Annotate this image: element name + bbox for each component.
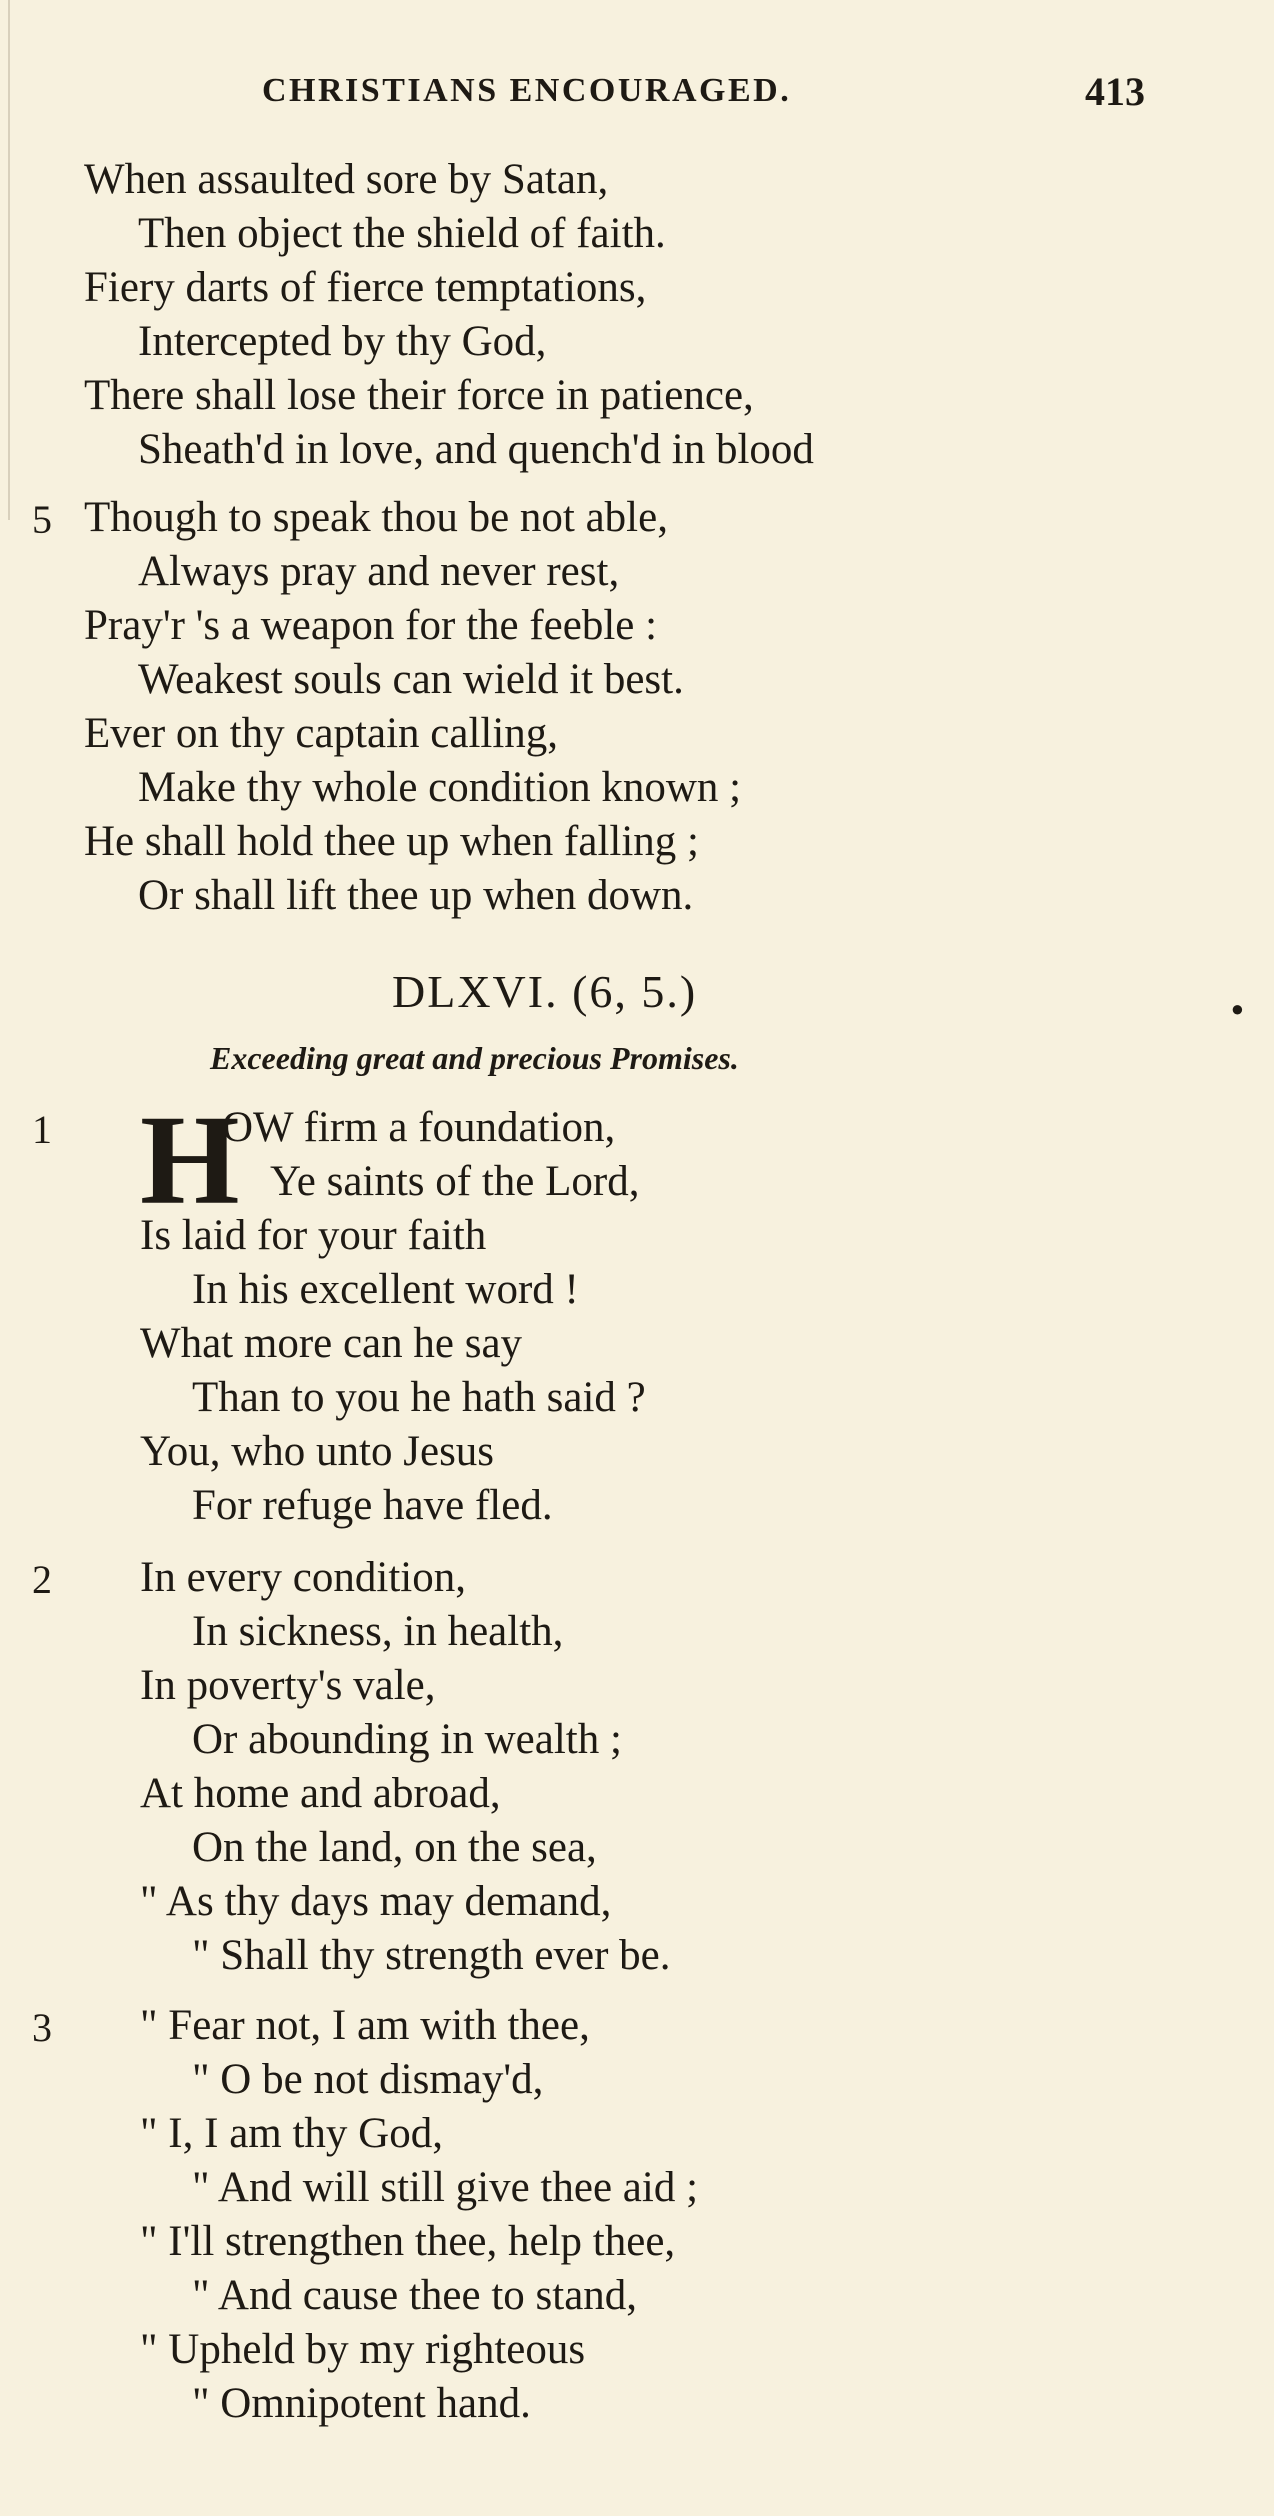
- stanza-number: 1: [32, 1107, 52, 1152]
- running-title: CHRISTIANS ENCOURAGED.: [262, 72, 792, 109]
- verse-line: Sheath'd in love, and quench'd in blood: [138, 426, 814, 473]
- verse-line: On the land, on the sea,: [192, 1824, 597, 1871]
- verse-line: In poverty's vale,: [140, 1662, 436, 1709]
- bullet-icon: ●: [1230, 996, 1244, 1021]
- verse-line: Pray'r 's a weapon for the feeble :: [84, 602, 658, 649]
- verse-line: Make thy whole condition known ;: [138, 764, 742, 811]
- verse-line: When assaulted sore by Satan,: [84, 156, 609, 203]
- verse-line: OW firm a foundation,: [222, 1104, 616, 1151]
- verse-line: In sickness, in health,: [192, 1608, 564, 1655]
- verse-line: " Upheld by my righteous: [140, 2326, 586, 2373]
- verse-line: " I, I am thy God,: [140, 2110, 443, 2157]
- verse-line: Fiery darts of fierce temptations,: [84, 264, 647, 311]
- verse-line: " I'll strengthen thee, help thee,: [140, 2218, 676, 2265]
- hymn-subtitle: Exceeding great and precious Promises.: [210, 1040, 739, 1076]
- verse-line: You, who unto Jesus: [140, 1428, 495, 1475]
- stanza-number: 3: [32, 2005, 52, 2050]
- verse-line: " And cause thee to stand,: [192, 2272, 638, 2319]
- verse-line: " Shall thy strength ever be.: [192, 1932, 671, 1979]
- verse-line: Than to you he hath said ?: [192, 1374, 646, 1421]
- verse-line: " Fear not, I am with thee,: [140, 2002, 590, 2049]
- stanza-number: 5: [32, 497, 52, 542]
- verse-line: In every condition,: [140, 1554, 466, 1601]
- verse-line: Or shall lift thee up when down.: [138, 872, 694, 919]
- verse-line: Ye saints of the Lord,: [270, 1158, 640, 1205]
- verse-line: Then object the shield of faith.: [138, 210, 666, 257]
- drop-cap: H: [140, 1089, 240, 1231]
- verse-line: There shall lose their force in patience,: [84, 372, 754, 419]
- verse-line: In his excellent word !: [192, 1266, 579, 1313]
- verse-line: Ever on thy captain calling,: [84, 710, 559, 757]
- verse-line: Intercepted by thy God,: [138, 318, 547, 365]
- verse-line: " As thy days may demand,: [140, 1878, 612, 1925]
- verse-line: He shall hold thee up when falling ;: [84, 818, 699, 865]
- page-header: [0, 69, 1274, 122]
- verse-line: " And will still give thee aid ;: [192, 2164, 699, 2211]
- page-number: 413: [1085, 69, 1145, 114]
- verse-line: Always pray and never rest,: [138, 548, 620, 595]
- verse-line: For refuge have fled.: [192, 1482, 553, 1529]
- verse-line: What more can he say: [140, 1320, 523, 1367]
- verse-line: " Omnipotent hand.: [192, 2380, 531, 2427]
- verse-line: Is laid for your faith: [140, 1212, 487, 1259]
- verse-line: Weakest souls can wield it best.: [138, 656, 684, 703]
- verse-line: Though to speak thou be not able,: [84, 494, 668, 541]
- verse-line: Or abounding in wealth ;: [192, 1716, 622, 1763]
- verse-line: " O be not dismay'd,: [192, 2056, 544, 2103]
- verse-line: At home and abroad,: [140, 1770, 501, 1817]
- stanza-number: 2: [32, 1557, 52, 1602]
- hymn-number: DLXVI. (6, 5.): [392, 966, 698, 1017]
